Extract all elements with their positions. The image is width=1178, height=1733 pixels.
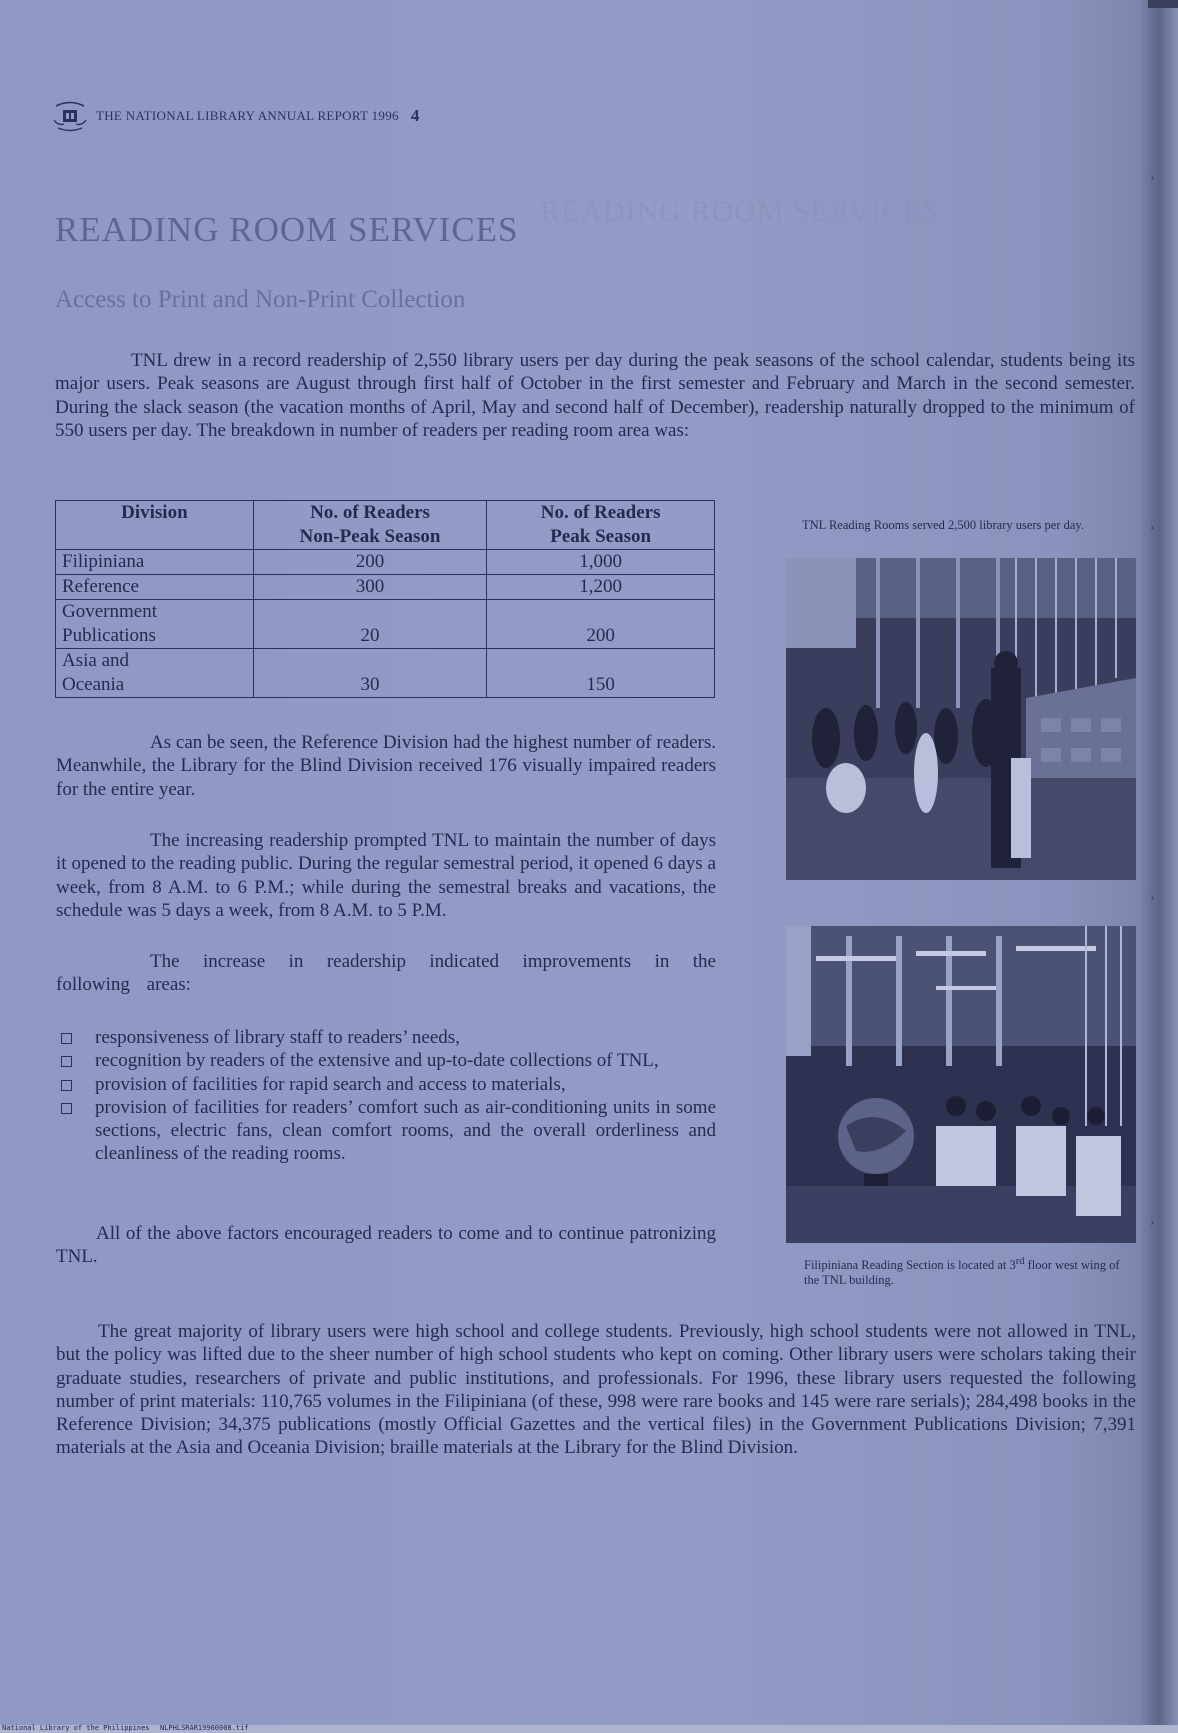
table-row [56,649,715,698]
list-item: recognition by readers of the extensive and up-to-date collections of TNL, [56,1049,716,1072]
photo2-caption: Filipiniana Reading Section is located at 3rd floor west wing of the TNL building. [804,1256,1120,1288]
peak-cell: 150 [487,649,715,698]
header-division: Division [56,501,254,550]
nonpeak-cell: 20 [253,600,486,649]
spine-mark: › [1150,1215,1155,1230]
factors-paragraph: All of the above factors encouraged readers to come and to continue patronizing TNL. [56,1223,716,1268]
division-cell: Asia and Oceania [56,649,254,698]
peak-cell: 200 [487,600,715,649]
running-header [50,98,419,134]
improvements-list [56,1026,716,1166]
photo1-caption: TNL Reading Rooms served 2,500 library users per day. [802,518,1084,532]
library-users-paragraph: The great majority of library users were high school and college students. Previously, high school students were not allowed in TNL, but the policy was lifted due to the sheer number of high school students who kept on coming. Other library users were scholars taking their graduate studies, researchers of private and public institutions, and professionals. For 1996, these library users requested the following number of print materials: 110,765 volumes in the Filipiniana (of these, 998 were rare books and 145 were rare serials); 284,498 books in the Reference Division; 34,375 publications (mostly Official Gazettes and the vertical files) in the Government Publications Division; 7,391 materials at the Asia and Oceania Division; braille materials at the Library for the Blind Division. [56,1321,1136,1459]
list-item: provision of facilities for readers’ comfort such as air-conditioning units in some sections, electric fans, clean comfort rooms, and the overall orderliness and cleanliness of the reading rooms. [56,1096,716,1166]
division-cell: Reference [56,575,254,600]
spine-mark: › [1150,170,1155,185]
footer-filename: NLPHLSRAR19960008.tif [160,1724,249,1732]
division-cell: Filipiniana [56,550,254,575]
section-title: READING ROOM SERVICES [55,210,519,249]
nonpeak-cell: 200 [253,550,486,575]
national-library-seal-icon [50,98,90,134]
table-row [56,550,715,575]
checkbox-bullet-icon [61,1080,72,1091]
list-item: provision of facilities for rapid search and access to materials, [56,1073,716,1096]
reading-room-photo [786,558,1136,880]
spine-mark: › [1150,890,1155,905]
list-item: responsiveness of library staff to readers’ needs, [56,1026,716,1049]
table-row [56,600,715,649]
book-spine-shadow [1140,0,1178,1733]
peak-cell: 1,000 [487,550,715,575]
checkbox-bullet-icon [61,1033,72,1044]
scan-footer [0,1725,1178,1733]
table-row [56,575,715,600]
spine-top-edge [1148,0,1178,8]
intro-paragraph: TNL drew in a record readership of 2,550 library users per day during the peak seasons of the school calendar, students being its major users. Peak seasons are August through first half of October in the first semester and February and March in the second semester. During the slack season (the vacation months of April, May and second half of December), readership naturally dropped to the minimum of 550 users per day. The breakdown in number of readers per reading room area was: [55,350,1135,441]
footer-source: National Library of the Philippines [2,1724,150,1732]
schedule-paragraph: The increasing readership prompted TNL to maintain the number of days it opened to the reading public. During the regular semestral period, it opened 6 days a week, from 8 A.M. to 6 P.M.; while during the semestral breaks and vacations, the schedule was 5 days a week, from 8 A.M. to 5 P.M. [56,830,716,921]
page-number: 4 [410,106,420,125]
increase-paragraph: The increase in readership indicated improvements in the following areas: [56,951,716,996]
readers-table [55,500,715,698]
filipiniana-reading-section-photo [786,926,1136,1243]
checkbox-bullet-icon [61,1103,72,1114]
running-title: THE NATIONAL LIBRARY ANNUAL REPORT 1996 [96,108,399,123]
header-nonpeak: No. of Readers Non-Peak Season [253,501,486,550]
section-subtitle: Access to Print and Non-Print Collection [55,286,466,313]
peak-cell: 1,200 [487,575,715,600]
highest-readers-paragraph: As can be seen, the Reference Division had the highest number of readers. Meanwhile, the Library for the Blind Division received 176 visually impaired readers for the entire year. [56,732,716,800]
nonpeak-cell: 30 [253,649,486,698]
nonpeak-cell: 300 [253,575,486,600]
header-peak: No. of Readers Peak Season [487,501,715,550]
show-through-text: READING ROOM SERVICES [540,195,941,228]
division-cell: Government Publications [56,600,254,649]
checkbox-bullet-icon [61,1056,72,1067]
table-header-row [56,501,715,550]
spine-mark: › [1150,520,1155,535]
